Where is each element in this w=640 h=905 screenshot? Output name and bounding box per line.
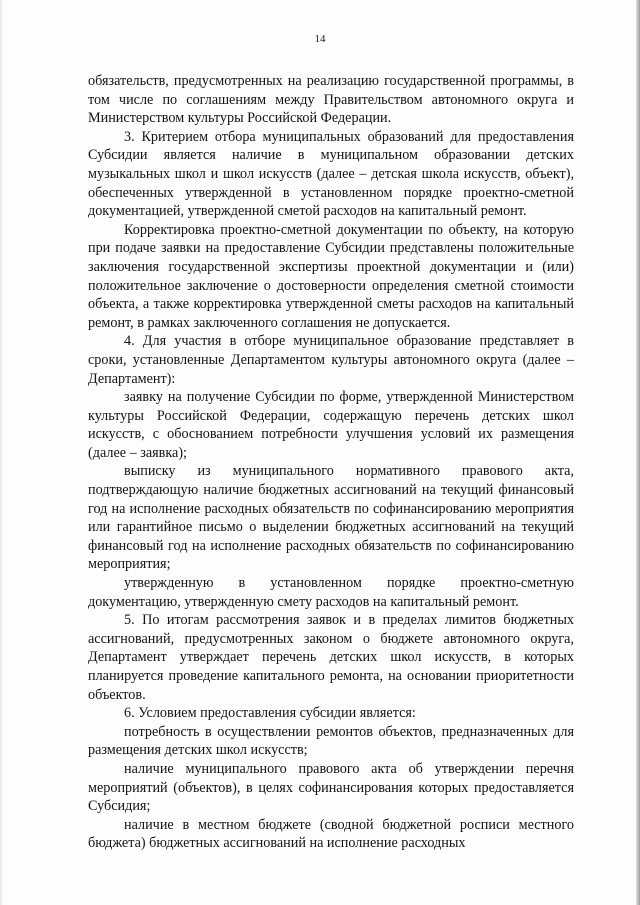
paragraph: обязательств, предусмотренных на реализацию государственной программы, в том числе по соглашениям между Правительством автономного округа и Министерством культуры Российской Федерации. bbox=[88, 73, 574, 127]
paragraph: потребность в осуществлении ремонтов объектов, предназначенных для размещения детских школ искусств; bbox=[88, 723, 574, 759]
paragraph: Корректировка проектно-сметной документации по объекту, на которую при подаче заявки на предоставление Субсидии представлены положительные заключения государственной экспертизы проектной документации и (или) положительное заключение о достоверности определения сметной стоимости объекта, а также корректировка утвержденной сметы расходов на капитальный ремонт, в рамках заключенного соглашения не допускается. bbox=[88, 221, 574, 331]
paragraph: утвержденную в установленном порядке проектно-сметную документацию, утвержденную смету расходов на капитальный ремонт. bbox=[88, 575, 574, 610]
paragraph: наличие в местном бюджете (сводной бюджетной росписи местного бюджета) бюджетных ассигнований на исполнение расходных bbox=[88, 816, 574, 852]
page-number: 14 bbox=[314, 33, 326, 45]
page-edge-right bbox=[636, 0, 640, 905]
paragraph: 5. По итогам рассмотрения заявок и в пределах лимитов бюджетных ассигнований, предусмотренных законом о бюджете автономного округа, Департамент утверждает перечень детских школ искусств, в которых планируется проведение капитального ремонта, на основании приоритетности объектов. bbox=[88, 612, 574, 703]
paragraph: наличие муниципального правового акта об утверждении перечня мероприятий (объектов), в целях софинансирования которых предоставляется Субсидия; bbox=[88, 760, 574, 815]
paragraph: заявку на получение Субсидии по форме, утвержденной Министерством культуры Российской Федерации, содержащую перечень детских школ искусств, с обоснованием потребности улучшения условий их размещения (далее – заявка); bbox=[88, 389, 574, 461]
paragraph: выписку из муниципального нормативного правового акта, подтверждающую наличие бюджетных ассигнований на текущий финансовый год на исполнение расходных обязательств по софинансированию мероприятия или гарантийное письмо о выделении бюджетных ассигнований на текущий финансовый год на исполнение расходных обязательств по софинансированию мероприятия; bbox=[88, 463, 574, 573]
page-edge-left bbox=[0, 0, 2, 905]
paragraph: 3. Критерием отбора муниципальных образований для предоставления Субсидии является наличие в муниципальном образовании детских музыкальных школ и школ искусств (далее – детская школа искусств, объект), обеспеченных утвержденной в установленном порядке проектно-сметной документацией, утвержденной сметой расходов на капитальный ремонт. bbox=[88, 128, 574, 220]
paragraph: 4. Для участия в отборе муниципальное образование представляет в сроки, установленные Департаментом культуры автономного округа (далее – Департамент): bbox=[88, 333, 574, 387]
document-body bbox=[88, 72, 574, 853]
paragraph: 6. Условием предоставления субсидии является: bbox=[124, 705, 416, 722]
